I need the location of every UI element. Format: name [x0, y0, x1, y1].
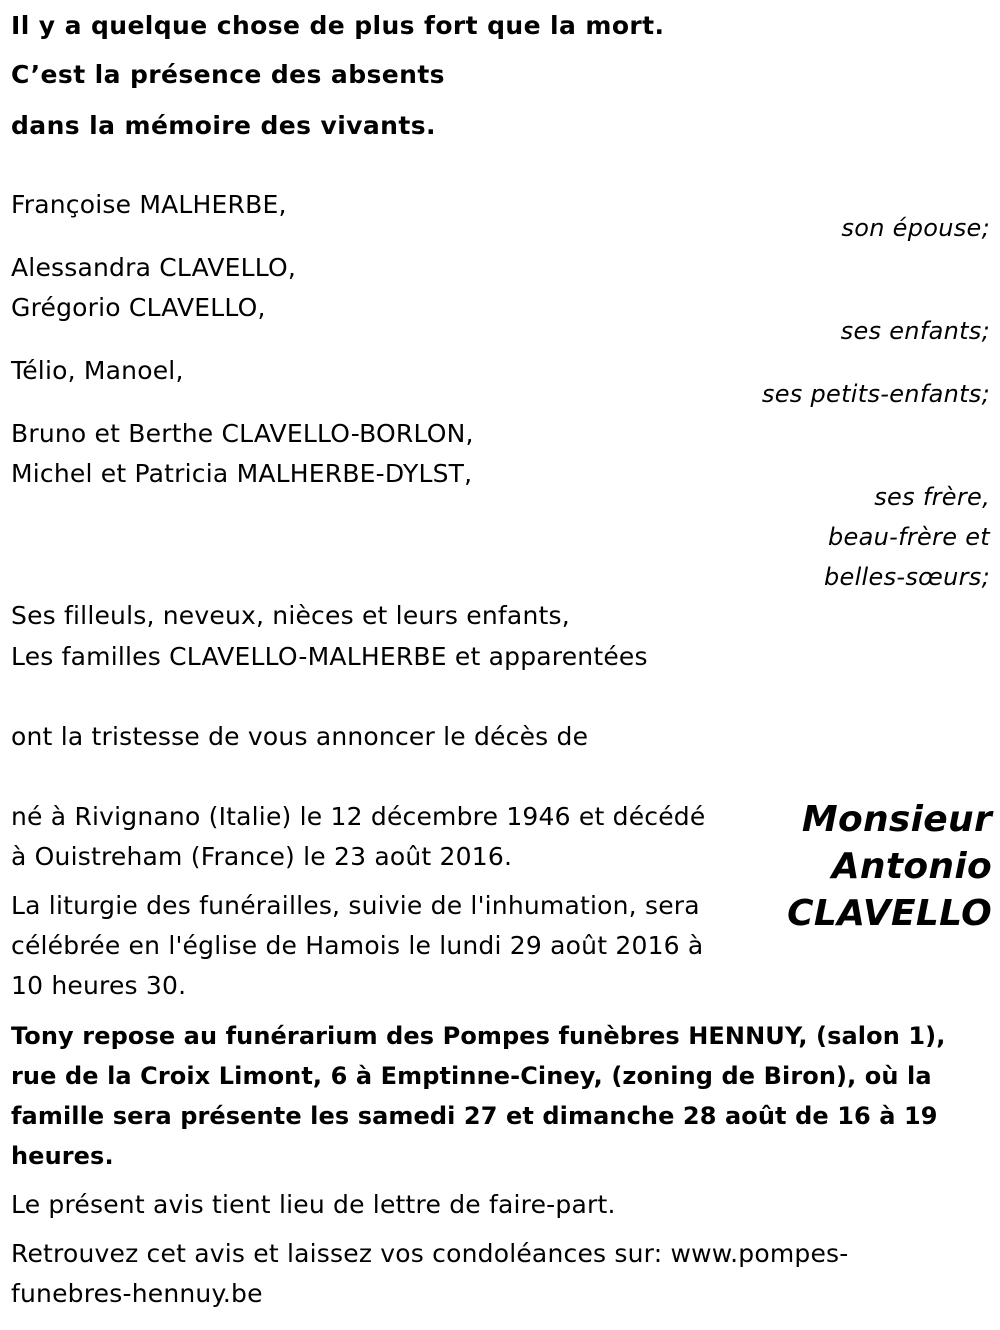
repose-line-2: rue de la Croix Limont, 6 à Emptinne-Ciney, (zoning de Biron), où la [11, 1062, 932, 1090]
child-name-1: Alessandra CLAVELLO, [11, 253, 297, 282]
siblings-relation-3: belles-sœurs; [823, 563, 990, 591]
siblings-relation-1: ses frère, [874, 483, 990, 511]
quote-line-3: dans la mémoire des vivants. [11, 111, 436, 140]
deceased-last-name: CLAVELLO [787, 893, 992, 934]
deceased-first-name: Antonio [831, 846, 992, 887]
deceased-name-block [787, 796, 992, 937]
others-line-2: Les familles CLAVELLO-MALHERBE et apparentées [11, 642, 648, 671]
child-name-2: Grégorio CLAVELLO, [11, 293, 266, 322]
repose-line-3: famille sera présente les samedi 27 et dimanche 28 août de 16 à 19 [11, 1102, 938, 1130]
spouse-relation: son épouse; [841, 214, 990, 242]
sibling-name-1: Bruno et Berthe CLAVELLO-BORLON, [11, 419, 474, 448]
quote-line-1: Il y a quelque chose de plus fort que la mort. [11, 11, 665, 40]
spouse-name: Françoise MALHERBE, [11, 190, 287, 219]
grandchildren-relation: ses petits-enfants; [761, 380, 990, 408]
liturgy-line-1: La liturgie des funérailles, suivie de l'inhumation, sera [11, 891, 700, 920]
quote-line-2: C’est la présence des absents [11, 60, 445, 89]
condolences-line-1: Retrouvez cet avis et laissez vos condoléances sur: www.pompes- [11, 1239, 849, 1268]
others-line-1: Ses filleuls, neveux, nièces et leurs enfants, [11, 601, 570, 630]
liturgy-line-3: 10 heures 30. [11, 971, 187, 1000]
birth-death-line-2: à Ouistreham (France) le 23 août 2016. [11, 842, 513, 871]
children-relation: ses enfants; [840, 317, 990, 345]
sibling-name-2: Michel et Patricia MALHERBE-DYLST, [11, 459, 473, 488]
notice-text: Le présent avis tient lieu de lettre de faire-part. [11, 1190, 616, 1219]
repose-line-1: Tony repose au funérarium des Pompes funèbres HENNUY, (salon 1), [11, 1022, 946, 1050]
condolences-line-2: funebres-hennuy.be [11, 1279, 263, 1308]
repose-line-4: heures. [11, 1142, 114, 1170]
birth-death-line-1: né à Rivignano (Italie) le 12 décembre 1946 et décédé [11, 802, 706, 831]
deceased-title: Monsieur [801, 799, 992, 840]
liturgy-line-2: célébrée en l'église de Hamois le lundi 29 août 2016 à [11, 931, 704, 960]
announcement-text: ont la tristesse de vous annoncer le décès de [11, 722, 589, 751]
siblings-relation-2: beau-frère et [828, 523, 990, 551]
grandchildren-names: Télio, Manoel, [11, 356, 184, 385]
